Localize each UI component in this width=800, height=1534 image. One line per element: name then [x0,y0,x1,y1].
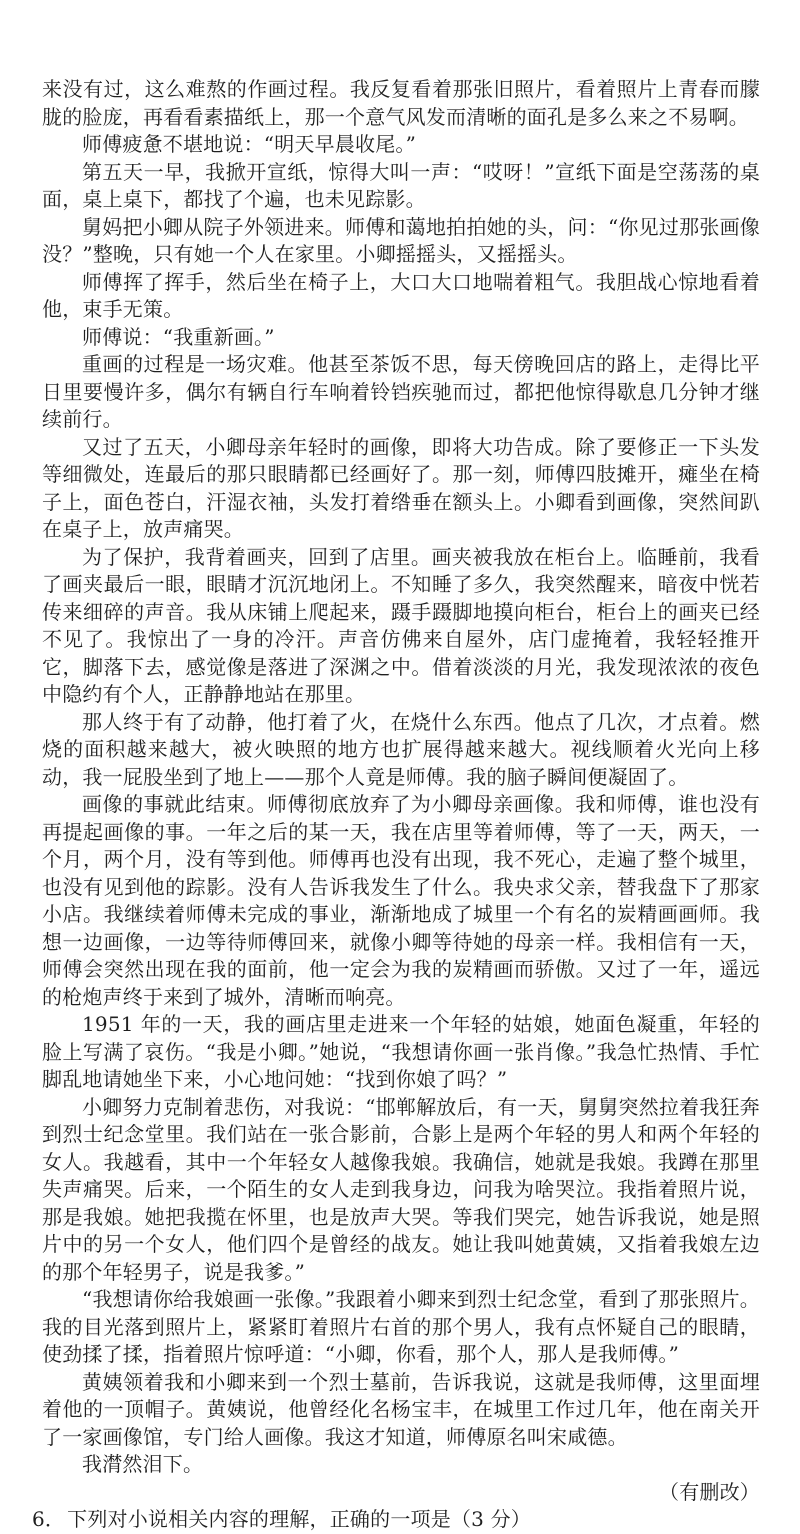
story-paragraph: 1951 年的一天，我的画店里走进来一个年轻的姑娘，她面色凝重，年轻的脸上写满了哀伤。“我是小卿。”她说，“我想请你画一张肖像。”我急忙热情、手忙脚乱地请她坐下来，小心地问她：“找到你娘了吗？” [42,1012,760,1091]
story-paragraph: “我想请你给我娘画一张像。”我跟着小卿来到烈士纪念堂，看到了那张照片。我的目光落到照片上，紧紧盯着照片右首的那个男人，我有点怀疑自己的眼睛，使劲揉了揉，指着照片惊呼道：“小卿，你看，那个人，那人是我师傅。” [42,1287,760,1366]
story-paragraph: 舅妈把小卿从院子外领进来。师傅和蔼地拍拍她的头，问：“你见过那张画像没？”整晚，只有她一个人在家里。小卿摇摇头，又摇摇头。 [42,214,760,266]
story-paragraph: 师傅挥了挥手，然后坐在椅子上，大口大口地喘着粗气。我胆战心惊地看着他，束手无策。 [42,269,760,321]
story-paragraph: 那人终于有了动静，他打着了火，在烧什么东西。他点了几次，才点着。燃烧的面积越来越大，被火映照的地方也扩展得越来越大。视线顺着火光向上移动，我一屁股坐到了地上——那个人竟是师傅。我的脑子瞬间便凝固了。 [42,709,760,789]
story-paragraph: 又过了五天，小卿母亲年轻时的画像，即将大功告成。除了要修正一下头发等细微处，连最后的那只眼睛都已经画好了。那一刻，师傅四肢摊开，瘫坐在椅子上，面色苍白，汗湿衣袖，头发打着绺垂在额头上。小卿看到画像，突然间趴在桌子上，放声痛哭。 [42,434,760,541]
article-body [42,76,760,1506]
story-paragraph: 为了保护，我背着画夹，回到了店里。画夹被我放在柜台上。临睡前，我看了画夹最后一眼，眼睛才沉沉地闭上。不知睡了多久，我突然醒来，暗夜中恍若传来细碎的声音。我从床铺上爬起来，蹑手蹑脚地摸向柜台，柜台上的画夹已经不见了。我惊出了一身的冷汗。声音仿佛来自屋外，店门虚掩着，我轻轻推开它，脚落下去，感觉像是落进了深渊之中。借着淡淡的月光，我发现浓浓的夜色中隐约有个人，正静静地站在那里。 [42,544,760,706]
story-paragraph: 画像的事就此结束。师傅彻底放弃了为小卿母亲画像。我和师傅，谁也没有再提起画像的事。一年之后的某一天，我在店里等着师傅，等了一天，两天，一个月，两个月，没有等到他。师傅再也没有出现，我不死心，走遍了整个城里，也没有见到他的踪影。没有人告诉我发生了什么。我央求父亲，替我盘下了那家小店。我继续着师傅未完成的事业，渐渐地成了城里一个有名的炭精画画师。我想一边画像，一边等待师傅回来，就像小卿等待她的母亲一样。我相信有一天，师傅会突然出现在我的面前，他一定会为我的炭精画而骄傲。又过了一年，遥远的枪炮声终于来到了城外，清晰而响亮。 [42,792,760,1009]
story-paragraph: 师傅疲惫不堪地说：“明天早晨收尾。” [82,132,417,156]
story-paragraph: 小卿努力克制着悲伤，对我说：“邯郸解放后，有一天，舅舅突然拉着我狂奔到烈士纪念堂里。我们站在一张合影前，合影上是两个年轻的男人和两个年轻的女人。我越看，其中一个年轻女人越像我娘。我确信，她就是我娘。我蹲在那里失声痛哭。后来，一个陌生的女人走到我身边，问我为啥哭泣。我指着照片说，那是我娘。她把我揽在怀里，也是放声大哭。等我们哭完，她告诉我说，她是照片中的另一个女人，他们四个是曾经的战友。她让我叫她黄姨，又指着我娘左边的那个年轻男子，说是我爹。” [42,1094,760,1284]
story-paragraph-continuation: 来没有过，这么难熬的作画过程。我反复看着那张旧照片，看着照片上青春而朦胧的脸庞，再看看素描纸上，那一个意气风发而清晰的面孔是多么来之不易啊。 [42,77,760,129]
question-number: 6． [32,1507,66,1531]
question-6 [32,1506,760,1534]
story-paragraph: 第五天一早，我掀开宣纸，惊得大叫一声：“哎呀！”宣纸下面是空荡荡的桌面，桌上桌下，都找了个遍，也未见踪影。 [42,159,760,211]
story-paragraph: 重画的过程是一场灾难。他甚至茶饭不思，每天傍晚回店的路上，走得比平日里要慢许多，偶尔有辆自行车响着铃铛疾驰而过，都把他惊得歇息几分钟才继续前行。 [42,352,760,431]
story-paragraph: 黄姨领着我和小卿来到一个烈士墓前，告诉我说，这就是我师傅，这里面埋着他的一顶帽子。黄姨说，他曾经化名杨宝丰，在城里工作过几年，他在南关开了一家画像馆，专门给人画像。我这才知道，师傅原名叫宋咸德。 [42,1369,760,1449]
deletion-note: （有删改） [659,1479,760,1504]
story-paragraph: 我潸然泪下。 [82,1452,204,1476]
story-paragraph: 师傅说：“我重新画。” [82,324,275,349]
question-text: 下列对小说相关内容的理解，正确的一项是（3 分） [67,1507,532,1531]
